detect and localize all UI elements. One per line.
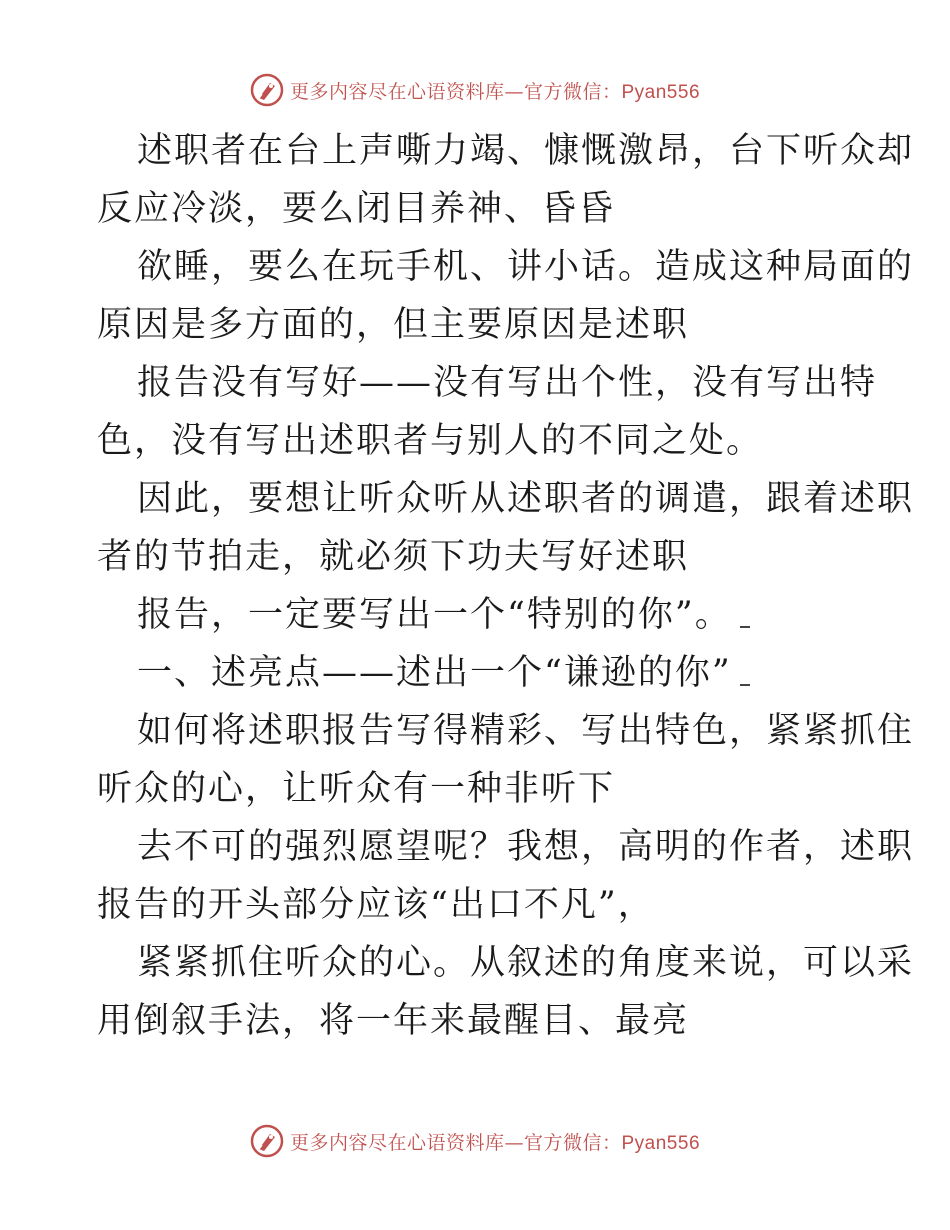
paragraph-line: 原因是多方面的，但主要原因是述职 [97, 305, 690, 345]
section-heading-text: 一、述亮点——述出一个“谦逊的你” [137, 653, 732, 693]
paragraph-2 [97, 238, 915, 354]
paragraph-7 [97, 818, 915, 934]
paragraph-line: 报告的开头部分应该“出口不凡”， [97, 885, 655, 925]
paragraph-line: 报告，一定要写出一个“特别的你”。 [137, 595, 732, 635]
paragraph-line: 述职者在台上声嘶力竭、慷慨激昂，台下听众却 [137, 131, 915, 171]
footer-banner-text [290, 1128, 700, 1155]
paragraph-line: 者的节拍走，就必须下功夫写好述职 [97, 537, 690, 577]
footer-banner [0, 1121, 950, 1161]
paragraph-1 [97, 122, 915, 238]
paragraph-end-mark [740, 684, 750, 686]
paragraph-line: 色，没有写出述职者与别人的不同之处。 [97, 421, 764, 461]
paragraph-3 [97, 354, 878, 470]
paragraph-5 [97, 586, 857, 644]
paragraph-6 [97, 702, 915, 818]
paragraph-line: 去不可的强烈愿望呢？我想，高明的作者，述职 [137, 827, 915, 867]
paragraph-line: 用倒叙手法，将一年来最醒目、最亮 [97, 1001, 690, 1041]
paragraph-line: 如何将述职报告写得精彩、写出特色，紧紧抓住 [137, 711, 915, 751]
header-banner-cn: 更多内容尽在心语资料库—官方微信： [289, 80, 622, 103]
document-body [97, 122, 915, 1050]
paragraph-line: 紧紧抓住听众的心。从叙述的角度来说，可以采 [137, 943, 915, 983]
paragraph-line: 因此，要想让听众听从述职者的调遣，跟着述职 [137, 479, 915, 519]
header-banner-wechat-id: Pyan556 [621, 81, 701, 103]
paragraph-end-mark [740, 626, 750, 628]
paragraph-8 [97, 934, 915, 1050]
footer-banner-cn: 更多内容尽在心语资料库—官方微信： [289, 1131, 622, 1154]
paragraph-line: 听众的心，让听众有一种非听下 [97, 769, 616, 809]
header-banner [0, 70, 950, 110]
header-banner-text [290, 77, 700, 104]
paragraph-line: 报告没有写好——没有写出个性，没有写出特 [137, 363, 878, 403]
section-heading [97, 644, 857, 702]
paragraph-line: 欲睡，要么在玩手机、讲小话。造成这种局面的 [137, 247, 915, 287]
pen-nib-logo-icon [250, 1124, 284, 1158]
paragraph-line: 反应冷淡，要么闭目养神、昏昏 [97, 189, 616, 229]
footer-banner-wechat-id: Pyan556 [621, 1132, 701, 1154]
paragraph-4 [97, 470, 915, 586]
pen-nib-logo-icon [250, 73, 284, 107]
